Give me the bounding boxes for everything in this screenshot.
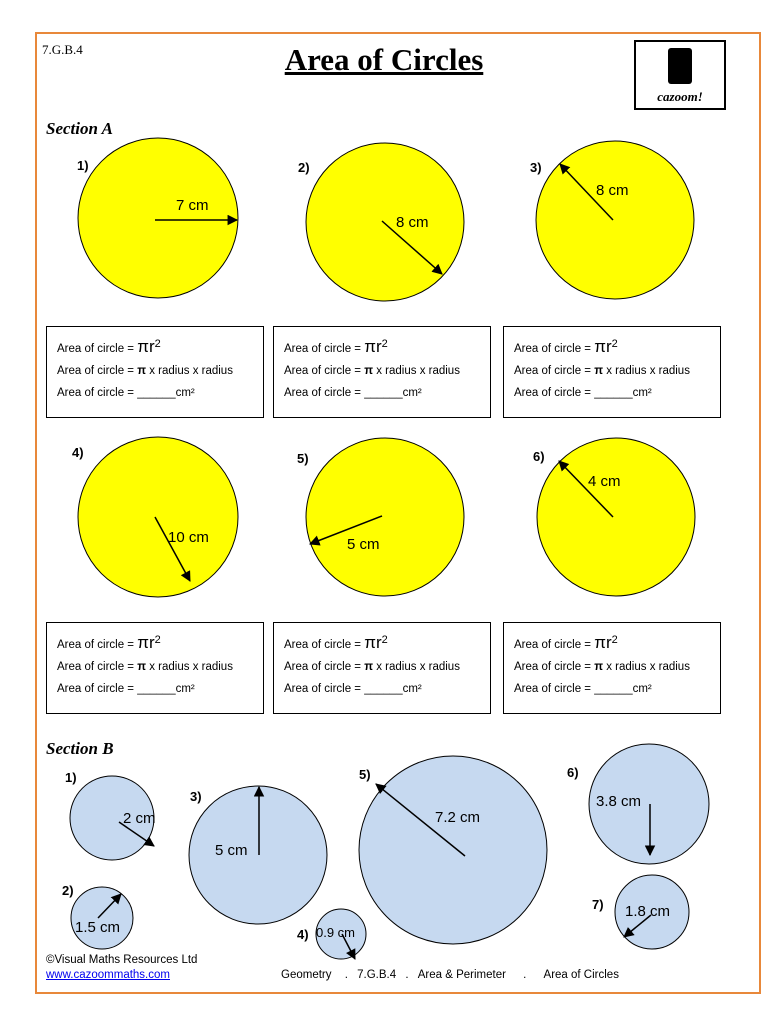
label-b1: 2 cm: [123, 810, 156, 827]
question-a1: 1): [77, 158, 89, 173]
label-b5: 7.2 cm: [435, 809, 481, 826]
answer-box-a3: Area of circle = $\pi r^2$ Area of circle = π x radius x radius Area of circle = ______cm²: [503, 326, 721, 418]
question-b4: 4): [297, 927, 309, 942]
question-b1: 1): [65, 770, 77, 785]
circle-a4: [78, 437, 238, 597]
breadcrumb-item: Geometry: [281, 969, 332, 981]
breadcrumb-separator: .: [405, 969, 409, 981]
page-title: Area of Circles: [284, 42, 484, 77]
logo-text: cazoom!: [657, 89, 703, 104]
footer-breadcrumb: [281, 969, 619, 981]
question-a5: 5): [297, 451, 309, 466]
section-a-heading: Section A: [46, 119, 113, 138]
label-b6: 3.8 cm: [596, 793, 642, 810]
breadcrumb-item: Area of Circles: [543, 969, 619, 981]
label-b3: 5 cm: [215, 842, 248, 859]
label-b7: 1.8 cm: [625, 903, 671, 920]
question-b5: 5): [359, 767, 371, 782]
label-a1: 7 cm: [176, 197, 209, 214]
label-a6: 4 cm: [588, 473, 621, 490]
answer-box-a1: Area of circle = $\pi r^2$ Area of circle = π x radius x radius Area of circle = ______cm²: [46, 326, 264, 418]
breadcrumb-separator: .: [523, 969, 527, 981]
circle-b5: [359, 756, 547, 944]
question-b7: 7): [592, 897, 604, 912]
label-b2: 1.5 cm: [75, 919, 121, 936]
label-a3: 8 cm: [596, 182, 629, 199]
circle-a5: [306, 438, 464, 596]
circle-a1: [78, 138, 238, 298]
question-b2: 2): [62, 883, 74, 898]
question-b3: 3): [190, 789, 202, 804]
question-a3: 3): [530, 160, 542, 175]
circle-a2: [306, 143, 464, 301]
breadcrumb-item: 7.G.B.4: [357, 969, 397, 981]
label-a4: 10 cm: [168, 529, 209, 546]
label-a5: 5 cm: [347, 536, 380, 553]
answer-box-a4: Area of circle = $\pi r^2$ Area of circle = π x radius x radius Area of circle = ______cm²: [46, 622, 264, 714]
question-a6: 6): [533, 449, 545, 464]
circle-b2: [71, 887, 133, 949]
answer-box-a6: Area of circle = $\pi r^2$ Area of circle = π x radius x radius Area of circle = ______cm²: [503, 622, 721, 714]
question-a2: 2): [298, 160, 310, 175]
answer-box-a5: Area of circle = $\pi r^2$ Area of circle = π x radius x radius Area of circle = ______cm²: [273, 622, 491, 714]
circle-b3: [189, 786, 327, 924]
standard-code: 7.G.B.4: [42, 42, 83, 57]
question-a4: 4): [72, 445, 84, 460]
section-b-heading: Section B: [46, 739, 114, 758]
website-link[interactable]: www.cazoommaths.com: [46, 969, 170, 981]
copyright: ©Visual Maths Resources Ltd: [46, 954, 198, 966]
answer-box-a2: Area of circle = $\pi r^2$ Area of circle = π x radius x radius Area of circle = ______cm²: [273, 326, 491, 418]
breadcrumb-separator: .: [344, 969, 348, 981]
question-b6: 6): [567, 765, 579, 780]
breadcrumb-item: Area & Perimeter: [417, 969, 506, 981]
label-b4: 0.9 cm: [316, 925, 356, 940]
label-a2: 8 cm: [396, 214, 429, 231]
